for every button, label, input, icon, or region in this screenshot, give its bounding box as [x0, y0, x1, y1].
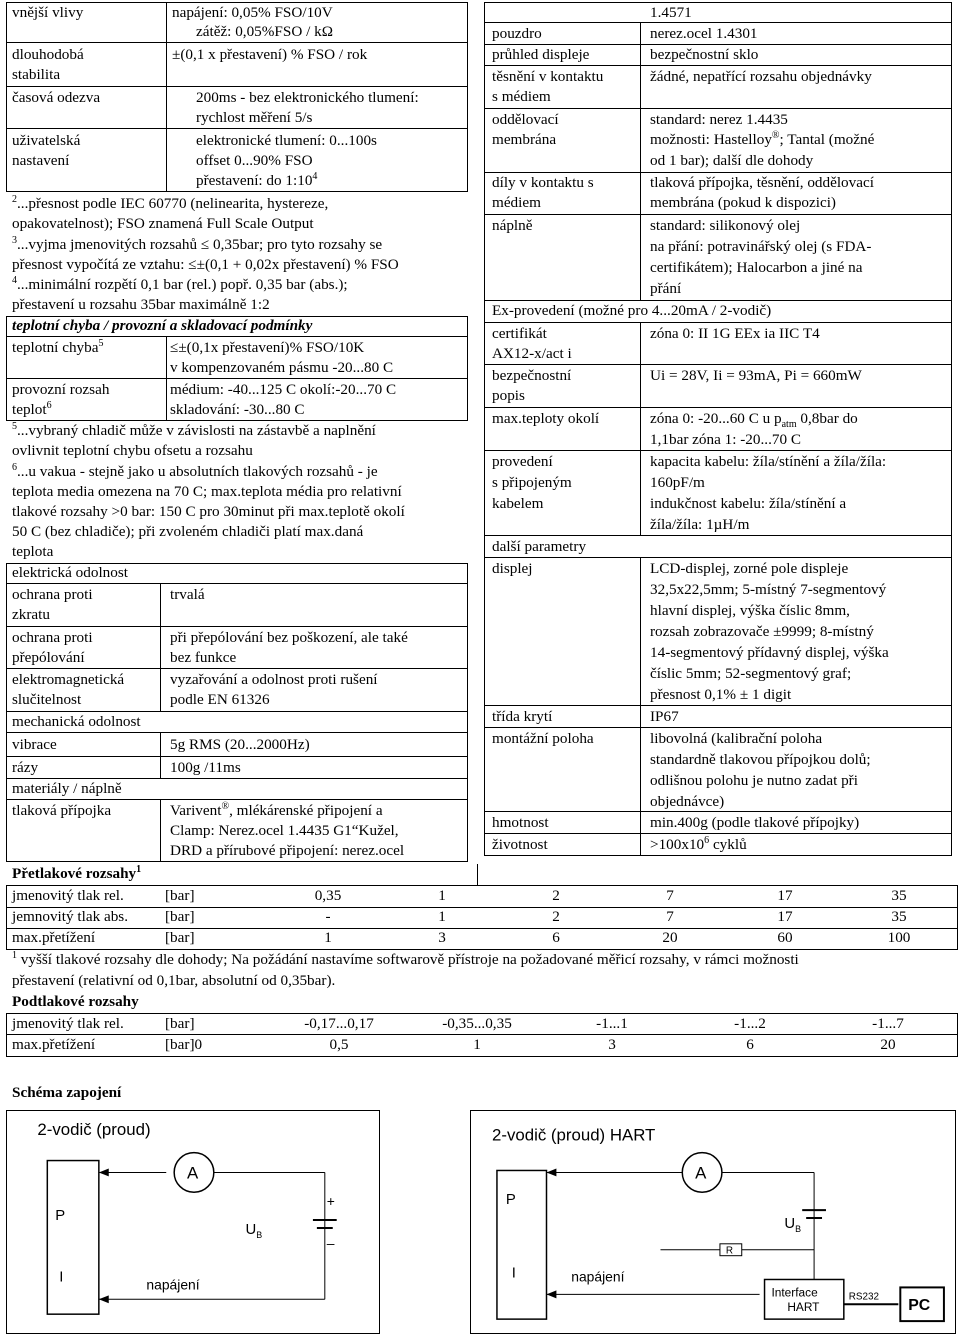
value-cable-4: žíla/žíla: 1µH/m [650, 516, 750, 533]
value-fill-4: přání [650, 280, 682, 297]
value-mounting-2: standardně tlakovou přípojkou dolů; [650, 751, 871, 768]
ex-title: Ex-provedení (možné pro 4...20mA / 2-vodič) [492, 302, 772, 319]
diagram-right-rs232: RS232 [848, 1291, 880, 1303]
label-stability: stabilita [12, 66, 61, 83]
mechanical-title: mechanická odolnost [12, 713, 141, 730]
underpressure-row-label: jmenovitý tlak rel. [12, 1015, 124, 1032]
note-4b: přestavení u rozsahu 35bar maximálně 1:2 [12, 296, 270, 313]
left-specs-divider [166, 2, 167, 192]
value-conn-3: DRD a přírubové připojení: nerez.ocel [170, 842, 405, 859]
value-display-4: rozsah zobrazovače ±9999; 8-místný [650, 623, 874, 640]
value-membrane-1: standard: nerez 1.4435 [650, 111, 788, 128]
underpressure-cell: -1...7 [872, 1015, 904, 1032]
label-wetted-1: díly v kontaktu s [492, 174, 594, 191]
overpressure-cell: 35 [891, 908, 907, 925]
ll-divider [160, 583, 161, 711]
label-cable-1: provedení [492, 453, 553, 470]
value-display-3: hlavní displej, výška číslic 8mm, [650, 602, 850, 619]
right-line [484, 22, 952, 23]
electrical-title: elektrická odolnost [12, 564, 128, 581]
label-rev-2: přepólování [12, 649, 85, 666]
value-offset: offset 0...90% FSO [196, 152, 313, 169]
underpressure-title: Podtlakové rozsahy [12, 993, 139, 1010]
label-seal-1: těsnění v kontaktu [492, 68, 604, 85]
overpressure-row-unit: [bar] [165, 908, 195, 925]
right-line [484, 108, 952, 109]
overpressure-row-unit: [bar] [165, 929, 195, 946]
diagram-left-I: I [59, 1269, 64, 1286]
value-conn-2: Clamp: Nerez.ocel 1.4435 G1“Kužel, [170, 822, 399, 839]
note-5: $^5$...vybraný chladič může v závislosti na zástavbě a naplnění [12, 420, 376, 439]
overpressure-cell: 7 [666, 887, 674, 904]
label-cert-2: AX12-x/act i [492, 345, 572, 362]
overpressure-row-label: jemnovitý tlak abs. [12, 908, 128, 925]
overpressure-cell: - [325, 908, 331, 925]
underpressure-row-unit: [bar] [165, 1015, 195, 1032]
label-mounting: montážní poloha [492, 730, 594, 747]
note-6b: teplota media omezena na 70 C; max.teplota média pro relativní [12, 483, 402, 500]
label-temperatures: teplot$^6$ [12, 399, 52, 418]
overpressure-row-label: max.přetížení [12, 929, 96, 946]
label-ip: třída krytí [492, 708, 553, 725]
label-rev-1: ochrana proti [12, 629, 93, 646]
materials-title: materiály / náplně [12, 780, 122, 797]
right-line [484, 727, 952, 728]
diagram-2-wire-hart [470, 1110, 956, 1334]
underpressure-cell: 1 [473, 1036, 481, 1053]
value-response-1: 200ms - bez elektronického tlumení: [196, 89, 419, 106]
diagram-left-P: P [55, 1208, 66, 1225]
label-operating-range: provozní rozsah [12, 381, 110, 398]
value-wetted-2: membrána (pokud k dispozici) [650, 194, 836, 211]
value-safety: Ui = 28V, Ii = 93mA, Pi = 660mW [650, 367, 862, 384]
note-4: $^4$...minimální rozpětí 0,1 bar (rel.) popř. 0,35 bar (abs.); [12, 274, 348, 293]
overpressure-cell: 1 [438, 908, 446, 925]
note-2b: opakovatelnost); FSO znamená Full Scale Output [12, 215, 314, 232]
schema-title: Schéma zapojení [12, 1084, 122, 1101]
value-wetted-1: tlaková přípojka, těsnění, oddělovací [650, 174, 874, 191]
right-line [484, 407, 952, 408]
overpressure-row-unit: [bar] [165, 887, 195, 904]
overpressure-cell: 20 [662, 929, 678, 946]
diagram-right-A: A [695, 1163, 707, 1183]
value-cable-1: kapacita kabelu: žíla/stínění a žíla/žíla: [650, 453, 887, 470]
value-zone-0: zóna 0: -20...60 C u $p_{atm}$ 0,8bar do [650, 410, 858, 431]
diagram-left-U: $U_B$ [245, 1221, 263, 1240]
note-2: $^2$...přesnost podle IEC 60770 (nelinearita, hystereze, [12, 193, 329, 212]
ll-line [6, 756, 468, 757]
right-line [484, 322, 952, 323]
value-stability: ±(0,1 x přestavení) % FSO / rok [172, 46, 368, 63]
value-fill-1: standard: silikonový olej [650, 217, 801, 234]
value-display-window: bezpečnostní sklo [650, 46, 759, 63]
value-temp-error: ≤±(0,1x přestavení)% FSO/10K [170, 339, 365, 356]
diagram-left-minus: – [326, 1234, 335, 1251]
label-process-conn: tlaková přípojka [12, 802, 112, 819]
overpressure-cell: 6 [552, 929, 560, 946]
overpressure-row-label: jmenovitý tlak rel. [12, 887, 124, 904]
label-display: displej [492, 560, 533, 577]
value-conn-1: Varivent®, mlékárenské připojení a [170, 800, 383, 819]
value-fill-2: na přání: potravinářský olej (s FDA- [650, 238, 872, 255]
note-6: $^6$...u vakua - stejně jako u absolutních tlakových rozsahů - je [12, 461, 378, 480]
diagram-left-supply: napájení [146, 1276, 200, 1293]
overpressure-title: Přetlakové rozsahy$^1$ [12, 863, 142, 882]
value-weight: min.400g (podle tlakové přípojky) [650, 814, 860, 831]
value-membrane-2: možnosti: Hastelloy®; Tantal (možné [650, 129, 875, 148]
note-5b: ovlivnit teplotní chybu ofsetu a rozsahu [12, 442, 253, 459]
label-safety-1: bezpečnostní [492, 367, 572, 384]
value-rev-1: při přepólování bez poškození, ale také [170, 629, 408, 646]
overpressure-note-b: přestavení (relativní od 0,1bar, absolutní od 0,35bar). [12, 972, 336, 989]
value-cable-3: indukčnost kabelu: žíla/stínění a [650, 495, 847, 512]
diagram-right-P: P [505, 1192, 516, 1209]
note-6e: teplota [12, 543, 54, 560]
diagram-right-iface-2: HART [787, 1300, 820, 1315]
diagram-right-pc: PC [908, 1297, 931, 1315]
value-shock: 100g /11ms [170, 759, 241, 776]
underpressure-cell: -1...1 [596, 1015, 628, 1032]
diagram-right-I: I [511, 1265, 516, 1282]
overpressure-cell: 17 [777, 908, 793, 925]
value-membrane-3: od 1 bar); další dle dohody [650, 152, 814, 169]
value-rev-2: bez funkce [170, 649, 237, 666]
label-lifetime: životnost [492, 836, 548, 853]
value-short: trvalá [170, 586, 205, 603]
diagram-right-R: R [725, 1245, 734, 1257]
label-wetted-2: médiem [492, 194, 541, 211]
value-display-7: přesnost 0,1% ± 1 digit [650, 686, 792, 703]
label-settings: nastavení [12, 152, 70, 169]
label-emc-1: elektromagnetická [12, 671, 125, 688]
value-emc-1: vyzařování a odolnost proti rušení [170, 671, 378, 688]
value-mounting-1: libovolná (kalibrační poloha [650, 730, 823, 747]
label-cert-1: certifikát [492, 325, 547, 342]
temp-section-title: teplotní chyba / provozní a skladovací podmínky [12, 317, 313, 334]
note-6c: tlakové rozsahy >0 bar: 150 C pro 30minut při max.teplotě okolí [12, 503, 405, 520]
diagram-right-supply: napájení [571, 1268, 625, 1285]
underpressure-row-label: max.přetížení [12, 1036, 96, 1053]
overpressure-cell: 3 [438, 929, 446, 946]
value-cable-2: 160pF/m [650, 474, 705, 491]
label-user: uživatelská [12, 132, 81, 149]
label-max-ambient: max.teploty okolí [492, 410, 600, 427]
value-temp-comp: v kompenzovaném pásmu -20...80 C [170, 359, 394, 376]
value-emc-2: podle EN 61326 [170, 691, 270, 708]
value-housing: nerez.ocel 1.4301 [650, 25, 758, 42]
label-membrane-2: membrána [492, 131, 557, 148]
temp-divider [166, 336, 167, 421]
value-cert: zóna 0: II 1G EEx ia IIC T4 [650, 325, 820, 342]
label-shock: rázy [12, 759, 39, 776]
value-ip: IP67 [650, 708, 679, 725]
value-fill-3: certifikátem); Halocarbon a jiné na [650, 259, 863, 276]
diagram-left-title: 2-vodič (proud) [37, 1119, 151, 1139]
label-display-window: průhled displeje [492, 46, 590, 63]
op-top-divider [477, 864, 478, 885]
value-display-5: 14-segmentový přídavný displej, výška [650, 644, 889, 661]
label-short-2: zkratu [12, 606, 50, 623]
note-6d: 50 C (bez chladiče); při zvoleném chladiči platí max.daná [12, 523, 364, 540]
underpressure-cell: 20 [880, 1036, 896, 1053]
right-divider [640, 322, 641, 535]
right-line [484, 214, 952, 215]
label-emc-2: slučitelnost [12, 691, 82, 708]
underpressure-cell: 6 [746, 1036, 754, 1053]
underpressure-cell: 0,5 [329, 1036, 349, 1053]
label-cable-2: s připojeným [492, 474, 572, 491]
label-cable-3: kabelem [492, 495, 544, 512]
value-display-6: číslic 5mm; 52-segmentový graf; [650, 665, 852, 682]
overpressure-cell: 2 [552, 908, 560, 925]
overpressure-note: $^1$ vyšší tlakové rozsahy dle dohody; Na požádání nastavíme softwarově přístroje na požadované měřicí rozsahy, v rámci možnosti [12, 949, 799, 968]
value-vibration: 5g RMS (20...2000Hz) [170, 736, 310, 753]
overpressure-cell: 7 [666, 908, 674, 925]
value-mounting-3: odlišnou polohu je nutno zadat při [650, 772, 858, 789]
diagram-right-iface-1: Interface [771, 1285, 818, 1300]
overpressure-cell: 100 [887, 929, 911, 946]
other-params-title: další parametry [492, 538, 587, 555]
value-medium-temp: médium: -40...125 C okolí:-20...70 C [170, 381, 397, 398]
overpressure-cell: 35 [891, 887, 907, 904]
label-fill: náplně [492, 217, 533, 234]
underpressure-cell: -0,17...0,17 [304, 1015, 374, 1032]
value-damping: elektronické tlumení: 0...100s [196, 132, 377, 149]
overpressure-cell: 1 [324, 929, 332, 946]
overpressure-cell: 17 [777, 887, 793, 904]
diagram-left-A: A [187, 1163, 199, 1183]
overpressure-cell: 0,35 [314, 887, 342, 904]
label-safety-2: popis [492, 387, 525, 404]
value-load: zátěž: 0,05%FSO / kΩ [196, 23, 333, 40]
note-3: $^3$...vyjma jmenovitých rozsahů ≤ 0,35bar; pro tyto rozsahy se [12, 234, 383, 253]
label-temp-error: teplotní chyba$^5$ [12, 337, 104, 356]
overpressure-cell: 60 [777, 929, 793, 946]
diagram-right-title: 2-vodič (proud) HART [491, 1125, 656, 1145]
label-seal-2: s médiem [492, 88, 551, 105]
value-turndown: přestavení: do $1:10^4$ [196, 170, 318, 189]
diagram-2-wire [6, 1110, 380, 1334]
overpressure-cell: 2 [552, 887, 560, 904]
underpressure-row-unit: [bar]0 [165, 1036, 203, 1053]
label-vibration: vibrace [12, 736, 57, 753]
underpressure-cell: -1...2 [734, 1015, 766, 1032]
label-housing: pouzdro [492, 25, 542, 42]
underpressure-cell: 3 [608, 1036, 616, 1053]
value-zone-1: 1,1bar zóna 1: -20...70 C [650, 431, 801, 448]
ll-line [6, 626, 468, 627]
label-membrane-1: oddělovací [492, 111, 559, 128]
label-long-term: dlouhodobá [12, 46, 84, 63]
left-specs-line [6, 86, 468, 87]
value-supply: napájení: 0,05% FSO/10V [172, 4, 333, 21]
label-weight: hmotnost [492, 814, 549, 831]
underpressure-cell: -0,35...0,35 [442, 1015, 512, 1032]
value-seal: žádné, nepatřící rozsahu objednávky [650, 68, 872, 85]
label-short-1: ochrana proti [12, 586, 93, 603]
overpressure-cell: 1 [438, 887, 446, 904]
ll-divider [160, 732, 161, 778]
note-3b: přesnost vypočítá ze vztahu: ≤±(0,1 + 0,02x přestavení) % FSO [12, 256, 399, 273]
right-divider [640, 22, 641, 300]
value-storage-temp: skladování: -30...80 C [170, 401, 305, 418]
diagram-left-plus: + [326, 1193, 335, 1210]
label-response-time: časová odezva [12, 89, 101, 106]
label-external-influences: vnější vlivy [12, 4, 84, 21]
value-material-cont: 1.4571 [650, 4, 692, 21]
ll-divider [160, 799, 161, 862]
value-display-2: 32,5x22,5mm; 5-místný 7-segmentový [650, 581, 887, 598]
value-response-2: rychlost měření 5/s [196, 109, 313, 126]
value-display-1: LCD-displej, zorné pole displeje [650, 560, 849, 577]
diagram-right-U: $U_B$ [784, 1215, 802, 1234]
value-mounting-4: objednávce) [650, 793, 725, 810]
value-lifetime: $>100x10^6$ cyklů [650, 834, 747, 853]
